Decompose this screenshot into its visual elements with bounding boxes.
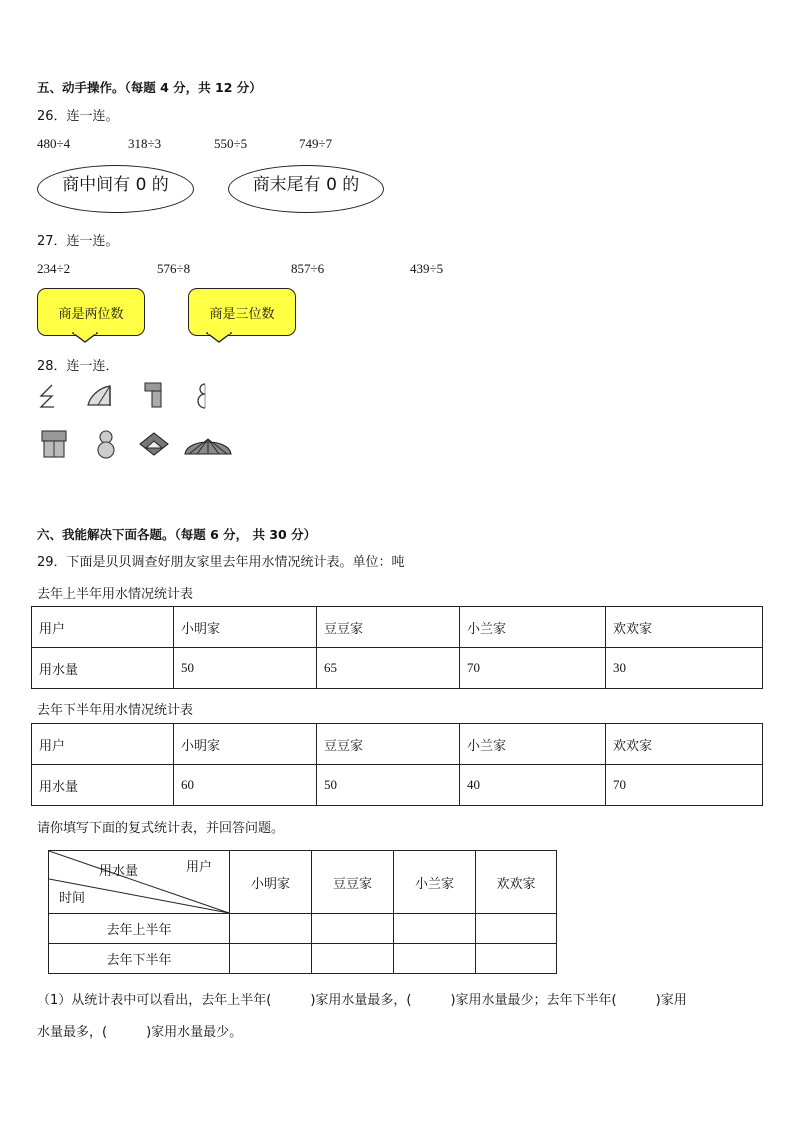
composite-row <box>49 944 557 974</box>
q27-expression: 576÷8 <box>157 261 191 276</box>
question1-line2: 水量最多，( )家用水量最少。 <box>37 1025 243 1040</box>
table-cell: 豆豆家 <box>317 724 460 765</box>
table-cell: 小明家 <box>174 607 317 648</box>
table-cell: 40 <box>460 765 606 806</box>
table-row <box>32 648 763 689</box>
q26-expression: 550÷5 <box>214 136 248 151</box>
composite-column-header: 小兰家 <box>394 851 476 914</box>
q27-bubble-label: 商是两位数 <box>58 306 124 322</box>
q26-expression: 480÷4 <box>37 136 71 151</box>
composite-column-header: 小明家 <box>230 851 312 914</box>
q27-expression: 439÷5 <box>410 261 444 276</box>
q26-title: 26．连一连。 <box>37 109 119 124</box>
table-cell: 欢欢家 <box>606 724 763 765</box>
pyramid-icon <box>138 430 170 458</box>
table-cell: 用水量 <box>32 765 174 806</box>
table-cell: 用户 <box>32 607 174 648</box>
q26-oval-middle-zero <box>37 165 194 213</box>
half-snowman-icon <box>195 381 211 411</box>
composite-row-label: 去年下半年 <box>49 944 230 974</box>
table-header-row <box>32 607 763 648</box>
composite-blank-cell[interactable] <box>476 944 557 974</box>
composite-row-label: 去年上半年 <box>49 914 230 944</box>
table-cell: 70 <box>606 765 763 806</box>
table-cell: 小兰家 <box>460 724 606 765</box>
q27-expression: 857÷6 <box>291 261 325 276</box>
table-cell: 65 <box>317 648 460 689</box>
table-cell: 30 <box>606 648 763 689</box>
composite-row <box>49 914 557 944</box>
table-cell: 用水量 <box>32 648 174 689</box>
q27-bubble-tail <box>206 332 232 344</box>
corner-label-user: 用户 <box>186 860 213 875</box>
composite-blank-cell[interactable] <box>312 914 394 944</box>
q26-expression: 749÷7 <box>299 136 333 151</box>
question1-line1: （1）从统计表中可以看出，去年上半年( )家用水量最多，( )家用水量最少；去年下半年( )家用 <box>37 993 687 1008</box>
table-cell: 欢欢家 <box>606 607 763 648</box>
q28-title: 28．连一连． <box>37 359 119 374</box>
q27-bubble-tail <box>72 332 98 344</box>
water-table-first-half <box>31 606 763 689</box>
composite-blank-cell[interactable] <box>394 944 476 974</box>
composite-column-header: 豆豆家 <box>312 851 394 914</box>
section5-title: 五、动手操作。（每题 4 分，共 12 分） <box>37 80 262 95</box>
corner-label-usage: 用水量 <box>99 864 139 879</box>
q26-oval-end-zero <box>228 165 384 213</box>
q27-expression: 234÷2 <box>37 261 71 276</box>
q27-bubble-three-digit <box>188 288 296 336</box>
composite-blank-cell[interactable] <box>476 914 557 944</box>
composite-header-row <box>49 851 557 914</box>
composite-blank-cell[interactable] <box>394 914 476 944</box>
q27-bubble-label: 商是三位数 <box>209 306 275 322</box>
composite-blank-cell[interactable] <box>312 944 394 974</box>
table-cell: 小兰家 <box>460 607 606 648</box>
composite-corner-cell <box>49 851 230 914</box>
water-table-second-half <box>31 723 763 806</box>
table-cell: 豆豆家 <box>317 607 460 648</box>
q27-bubble-two-digit <box>37 288 145 336</box>
table-cell: 70 <box>460 648 606 689</box>
house-icon <box>40 429 68 459</box>
composite-blank-cell[interactable] <box>230 914 312 944</box>
table-row <box>32 765 763 806</box>
table-cell: 50 <box>174 648 317 689</box>
q29-intro: 29．下面是贝贝调查好朋友家里去年用水情况统计表。单位：吨 <box>37 555 405 570</box>
umbrella-icon <box>183 430 233 458</box>
section6-title: 六、我能解决下面各题。（每题 6 分， 共 30 分） <box>37 527 317 542</box>
half-pyramid-icon <box>38 383 58 409</box>
composite-table <box>48 850 557 974</box>
q27-title: 27．连一连。 <box>37 234 119 249</box>
composite-instruction: 请你填写下面的复式统计表，并回答问题。 <box>37 821 285 836</box>
composite-blank-cell[interactable] <box>230 944 312 974</box>
table1-caption: 去年上半年用水情况统计表 <box>37 587 194 602</box>
q26-oval-label: 商中间有 0 的 <box>62 174 169 195</box>
table-cell: 60 <box>174 765 317 806</box>
snowman-icon <box>95 428 117 460</box>
table-cell: 小明家 <box>174 724 317 765</box>
table2-caption: 去年下半年用水情况统计表 <box>37 703 194 718</box>
table-cell: 用户 <box>32 724 174 765</box>
corner-label-time: 时间 <box>59 891 86 906</box>
half-house-icon <box>143 381 163 409</box>
composite-column-header: 欢欢家 <box>476 851 557 914</box>
q26-oval-label: 商末尾有 0 的 <box>252 174 360 195</box>
table-cell: 50 <box>317 765 460 806</box>
table-header-row <box>32 724 763 765</box>
half-umbrella-icon <box>86 383 114 407</box>
q26-expression: 318÷3 <box>128 136 162 151</box>
